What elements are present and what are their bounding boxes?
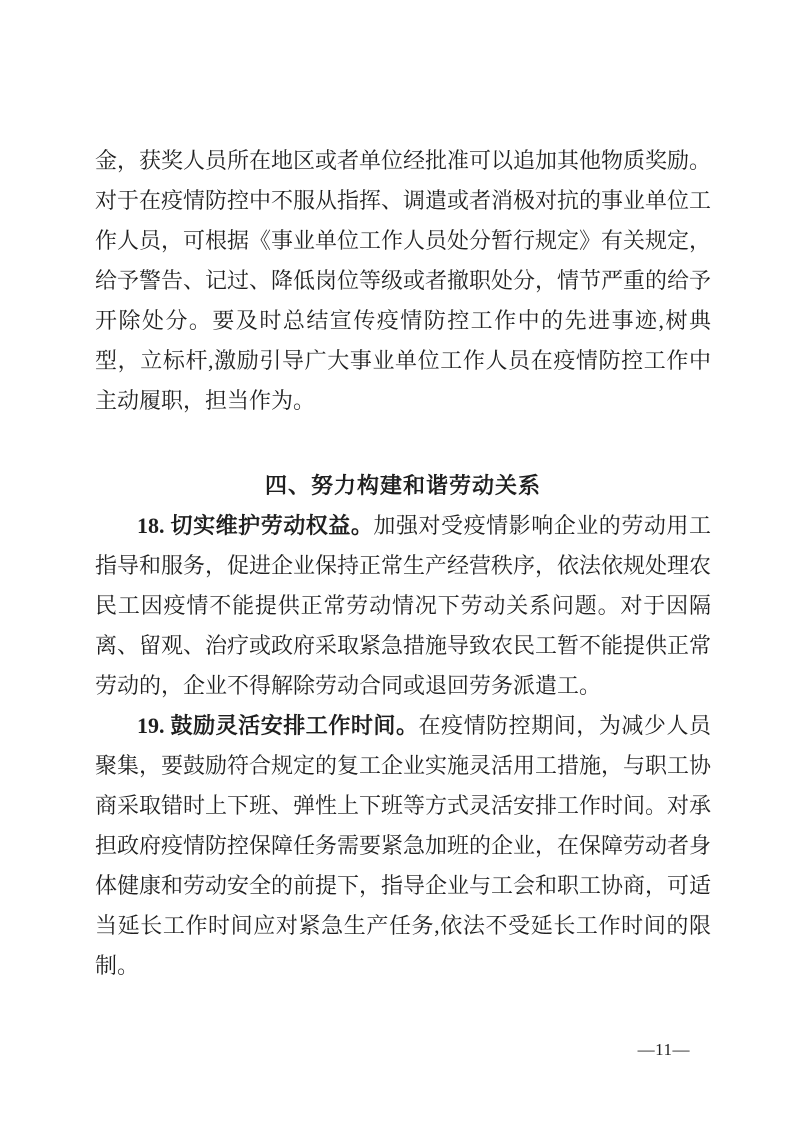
paragraph-text: 金，获奖人员所在地区或者单位经批准可以追加其他物质奖励。对于在疫情防控中不服从指挥、调遣或者消极对抗的事业单位工作人员，可根据《事业单位工作人员处分暂行规定》有关规定，给予警告、记过、降低岗位等级或者撤职处分，情节严重的给予开除处分。要及时总结宣传疫情防控工作中的先进事迹,树典型，立标杆,激励引导广大事业单位工作人员在疫情防控工作中主动履职，担当作为。 bbox=[95, 148, 712, 413]
paragraph-18-text: 加强对受疫情影响企业的劳动用工指导和服务，促进企业保持正常生产经营秩序，依法依规处理农民工因疫情不能提供正常劳动情况下劳动关系问题。对于因隔离、留观、治疗或政府采取紧急措施导致农民工暂不能提供正常劳动的，企业不得解除劳动合同或退回劳务派遣工。 bbox=[95, 513, 712, 698]
page-number: —11— bbox=[637, 1040, 690, 1059]
document-body bbox=[95, 141, 711, 986]
paragraph-19-bold-lead: 19. 鼓励灵活安排工作时间。 bbox=[137, 713, 419, 738]
section-heading: 四、努力构建和谐劳动关系 bbox=[264, 473, 541, 498]
paragraph-item-18 bbox=[95, 506, 711, 706]
paragraph-19-text: 在疫情防控期间，为减少人员聚集，要鼓励符合规定的复工企业实施灵活用工措施，与职工协商采取错时上下班、弹性上下班等方式灵活安排工作时间。对承担政府疫情防控保障任务需要紧急加班的企业，在保障劳动者身体健康和劳动安全的前提下，指导企业与工会和职工协商，可适当延长工作时间应对紧急生产任务,依法不受延长工作时间的限制。 bbox=[95, 713, 712, 978]
paragraph-item-19 bbox=[95, 706, 711, 986]
paragraph-18-bold-lead: 18. 切实维护劳动权益。 bbox=[137, 513, 374, 538]
paragraph-continuation bbox=[95, 141, 711, 421]
